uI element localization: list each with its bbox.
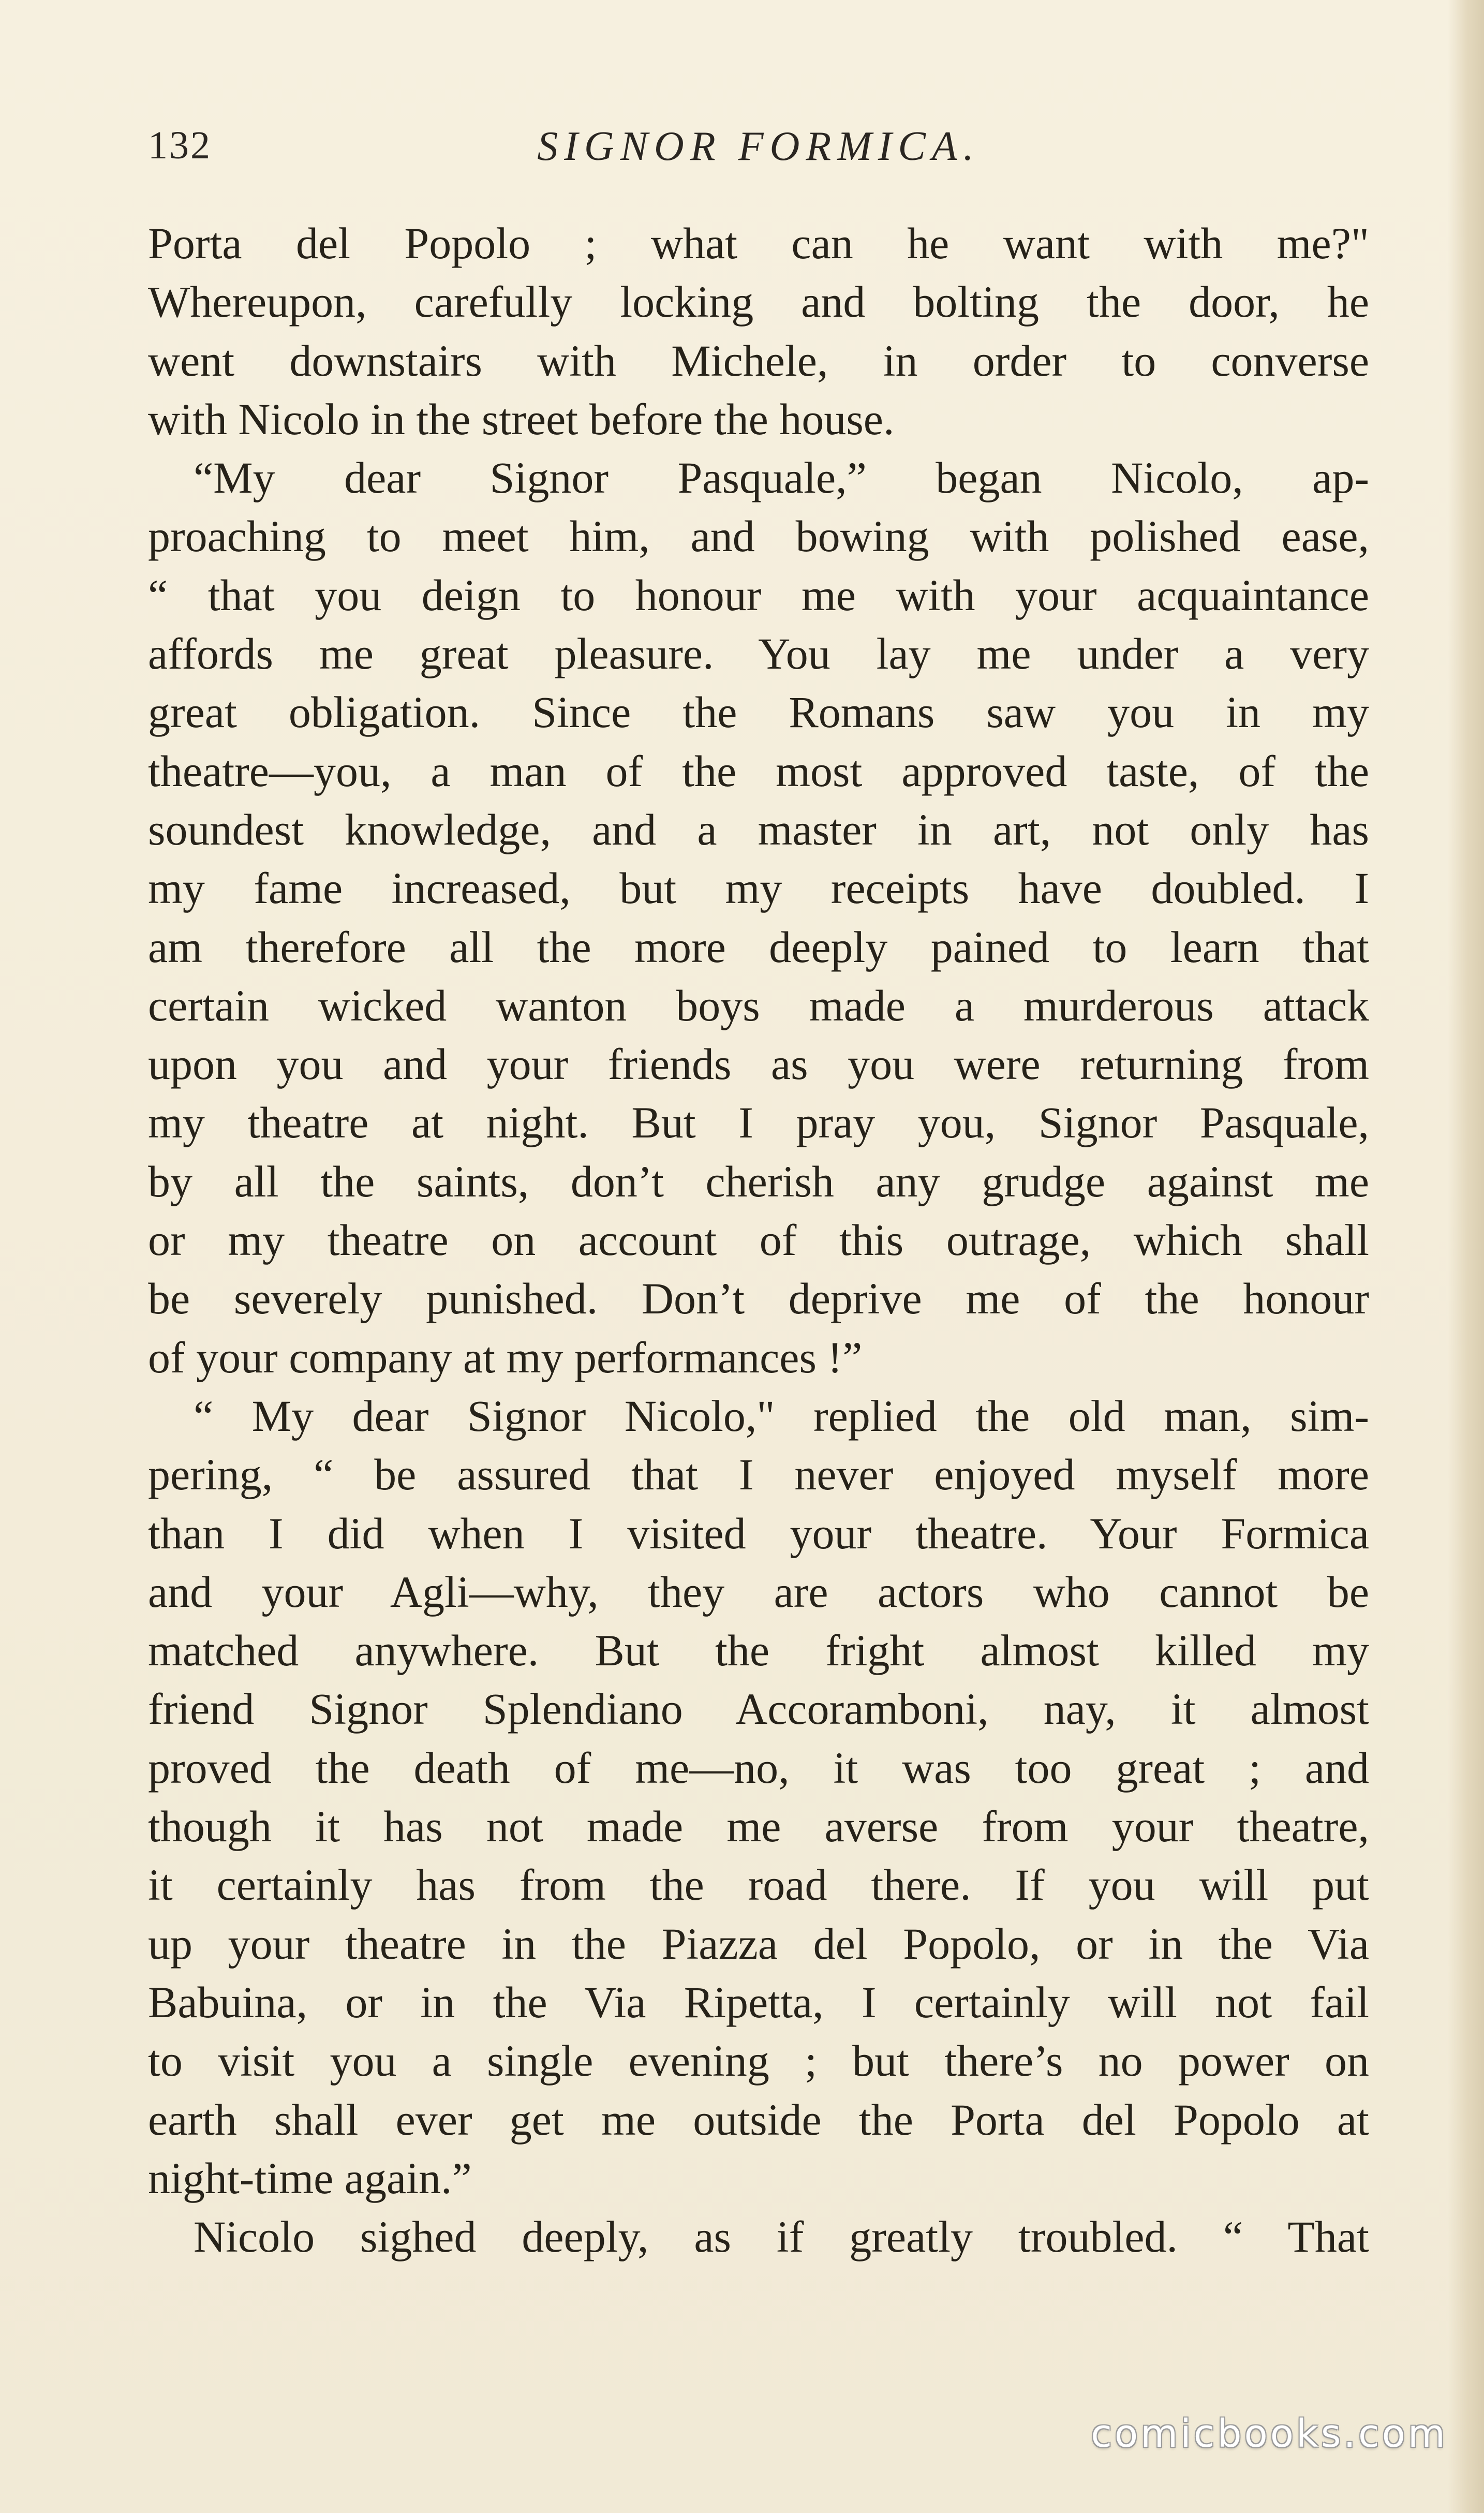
text-line: “ My dear Signor Nicolo," replied the old man, sim- bbox=[194, 1391, 1369, 1441]
text-line: and your Agli—why, they are actors who cannot be bbox=[148, 1566, 1369, 1617]
running-head: SIGNOR FORMICA. bbox=[537, 124, 980, 169]
page-edge-shadow bbox=[1448, 0, 1484, 2513]
watermark: comicbooks.com bbox=[1091, 2412, 1448, 2456]
text-line: my fame increased, but my receipts have doubled. I bbox=[148, 863, 1369, 913]
text-line: to visit you a single evening ; but there’s no power on bbox=[148, 2036, 1369, 2086]
text-line: Whereupon, carefully locking and bolting the door, he bbox=[148, 277, 1369, 327]
body-text bbox=[148, 214, 1369, 2266]
text-line: night-time again.” bbox=[148, 2153, 472, 2203]
text-line: affords me great pleasure. You lay me under a very bbox=[148, 629, 1369, 679]
page-number: 132 bbox=[148, 124, 212, 167]
text-line: by all the saints, don’t cherish any grudge against me bbox=[148, 1156, 1369, 1206]
text-line: “My dear Signor Pasquale,” began Nicolo, ap- bbox=[194, 453, 1369, 503]
text-line: friend Signor Splendiano Accoramboni, nay, it almost bbox=[148, 1684, 1369, 1734]
text-line: proved the death of me—no, it was too great ; and bbox=[148, 1742, 1369, 1793]
text-line: with Nicolo in the street before the house. bbox=[148, 394, 895, 444]
text-line: though it has not made me averse from your theatre, bbox=[148, 1801, 1369, 1852]
text-line: soundest knowledge, and a master in art, not only has bbox=[148, 804, 1369, 854]
text-line: be severely punished. Don’t deprive me of the honour bbox=[148, 1274, 1369, 1324]
text-line: went downstairs with Michele, in order to converse bbox=[148, 335, 1369, 386]
text-line: matched anywhere. But the fright almost killed my bbox=[148, 1625, 1369, 1676]
text-line: “ that you deign to honour me with your acquaintance bbox=[148, 570, 1369, 620]
text-line: upon you and your friends as you were returning from bbox=[148, 1039, 1369, 1089]
text-line: Porta del Popolo ; what can he want with me?" bbox=[148, 218, 1369, 268]
text-line: theatre—you, a man of the most approved taste, of the bbox=[148, 746, 1369, 796]
text-line: pering, “ be assured that I never enjoyed myself more bbox=[148, 1450, 1369, 1500]
text-line: certain wicked wanton boys made a murderous attack bbox=[148, 980, 1369, 1030]
text-line: up your theatre in the Piazza del Popolo, or in the Via bbox=[148, 1918, 1369, 1969]
text-line: proaching to meet him, and bowing with polished ease, bbox=[148, 511, 1369, 561]
text-line: Nicolo sighed deeply, as if greatly troubled. “ That bbox=[194, 2212, 1369, 2262]
text-line: Babuina, or in the Via Ripetta, I certainly will not fail bbox=[148, 1977, 1369, 2027]
text-line: great obligation. Since the Romans saw you in my bbox=[148, 687, 1369, 737]
text-line: of your company at my performances !” bbox=[148, 1332, 863, 1382]
text-line: my theatre at night. But I pray you, Signor Pasquale, bbox=[148, 1098, 1369, 1148]
text-line: earth shall ever get me outside the Porta del Popolo at bbox=[148, 2094, 1369, 2145]
text-line: it certainly has from the road there. If you will put bbox=[148, 1860, 1369, 1910]
text-line: am therefore all the more deeply pained to learn that bbox=[148, 922, 1369, 972]
page-header bbox=[148, 123, 1369, 180]
text-line: than I did when I visited your theatre. Your Formica bbox=[148, 1508, 1369, 1558]
text-line: or my theatre on account of this outrage, which shall bbox=[148, 1215, 1369, 1265]
